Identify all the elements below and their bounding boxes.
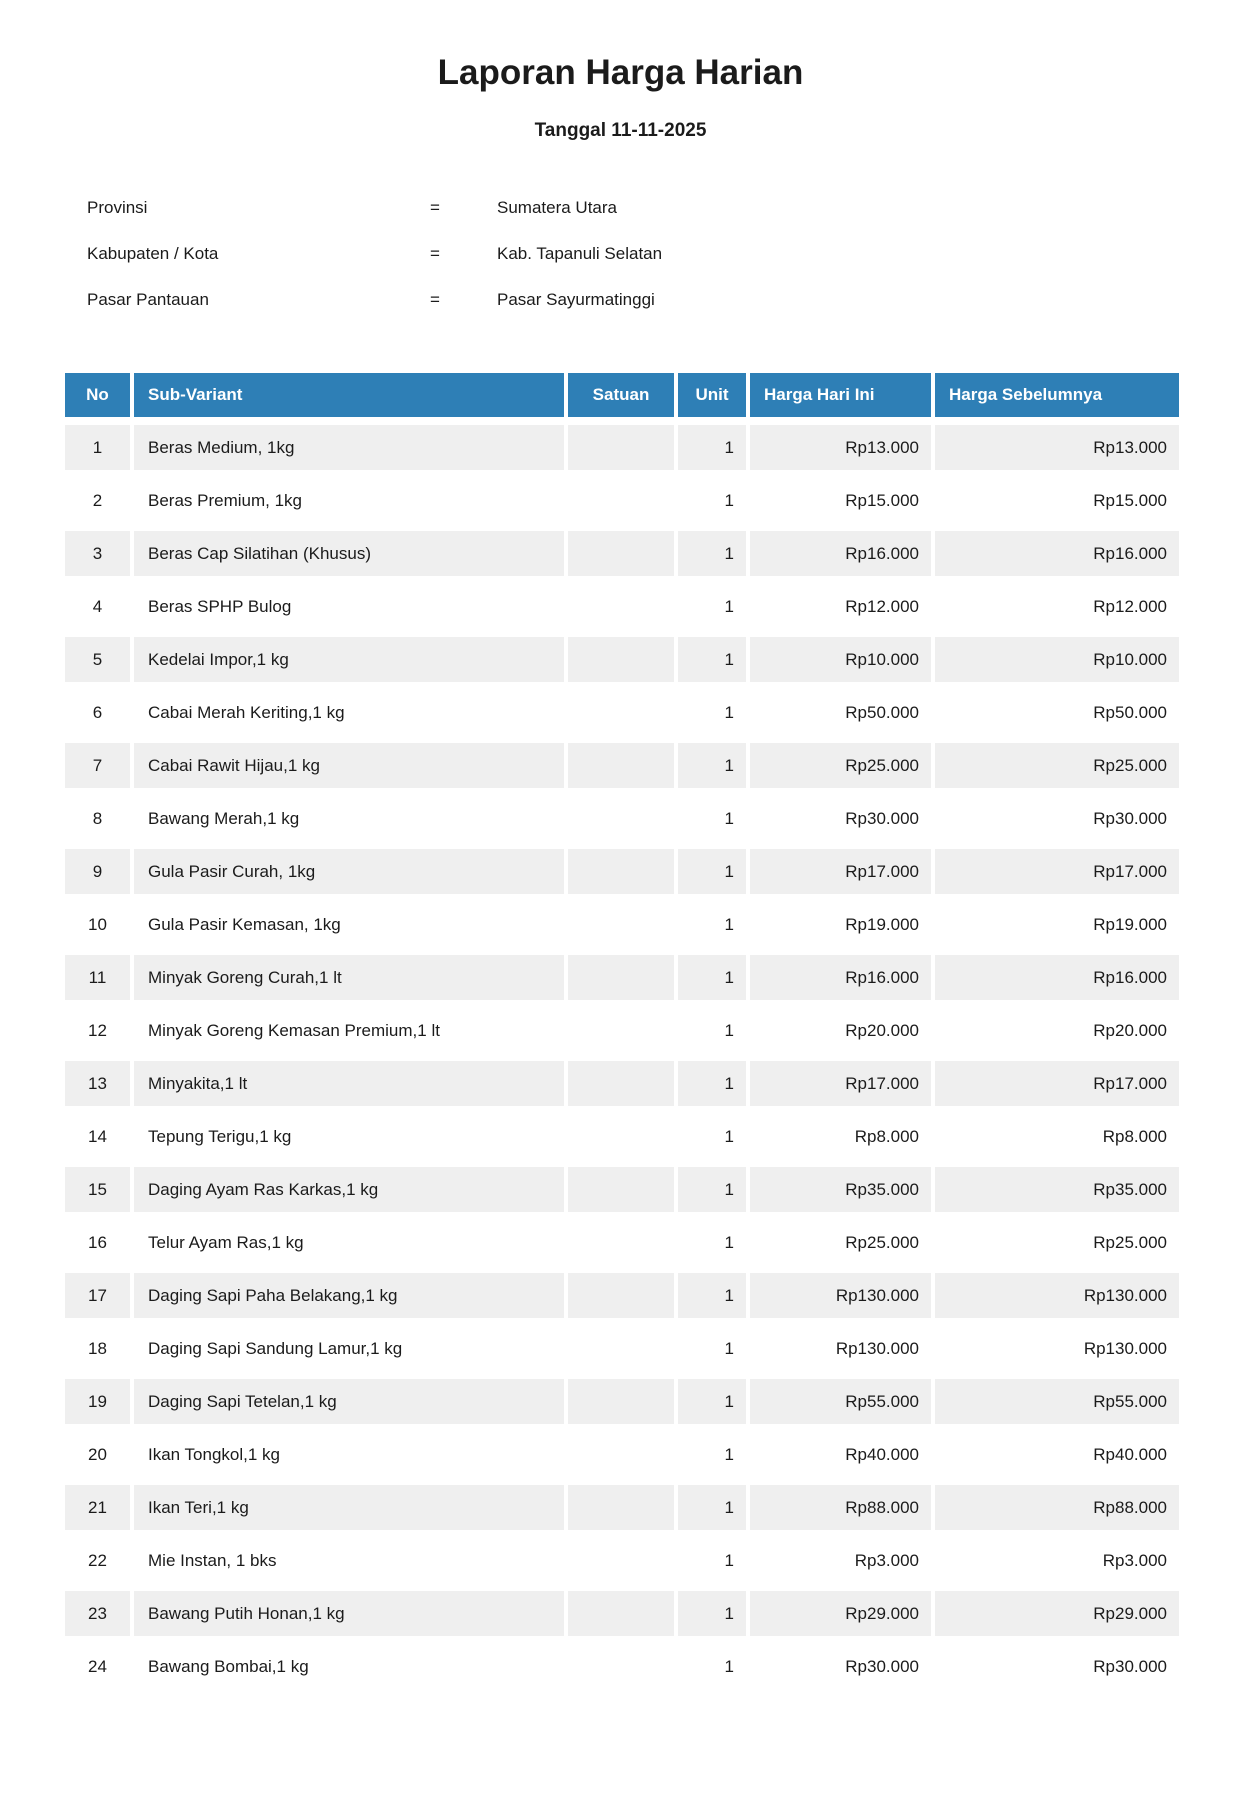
harga-sebelumnya-cell: Rp30.000: [935, 1644, 1179, 1689]
harga-hari-ini-cell: Rp130.000: [750, 1273, 931, 1318]
sub-variant-cell: Beras Medium, 1kg: [134, 425, 564, 470]
harga-sebelumnya-cell: Rp35.000: [935, 1167, 1179, 1212]
sub-variant-cell: Daging Ayam Ras Karkas,1 kg: [134, 1167, 564, 1212]
satuan-cell: [568, 1008, 674, 1053]
meta-row-provinsi: [87, 199, 1241, 216]
unit-cell: 1: [678, 1379, 746, 1424]
unit-cell: 1: [678, 849, 746, 894]
satuan-cell: [568, 531, 674, 576]
harga-hari-ini-cell: Rp10.000: [750, 637, 931, 682]
table-row: [65, 849, 1179, 894]
table-row: [65, 743, 1179, 788]
harga-sebelumnya-cell: Rp55.000: [935, 1379, 1179, 1424]
harga-sebelumnya-cell: Rp88.000: [935, 1485, 1179, 1530]
satuan-cell: [568, 690, 674, 735]
sub-variant-cell: Gula Pasir Kemasan, 1kg: [134, 902, 564, 947]
header-unit: Unit: [678, 373, 746, 417]
harga-sebelumnya-cell: Rp3.000: [935, 1538, 1179, 1583]
provinsi-value: Sumatera Utara: [497, 198, 617, 217]
table-row: [65, 1273, 1179, 1318]
unit-cell: 1: [678, 1114, 746, 1159]
harga-sebelumnya-cell: Rp40.000: [935, 1432, 1179, 1477]
table-row: [65, 1485, 1179, 1530]
unit-cell: 1: [678, 478, 746, 523]
harga-hari-ini-cell: Rp30.000: [750, 1644, 931, 1689]
harga-hari-ini-cell: Rp12.000: [750, 584, 931, 629]
harga-hari-ini-cell: Rp8.000: [750, 1114, 931, 1159]
row-number-cell: 24: [65, 1644, 130, 1689]
harga-hari-ini-cell: Rp25.000: [750, 743, 931, 788]
unit-cell: 1: [678, 1220, 746, 1265]
harga-sebelumnya-cell: Rp12.000: [935, 584, 1179, 629]
row-number-cell: 22: [65, 1538, 130, 1583]
satuan-cell: [568, 902, 674, 947]
sub-variant-cell: Minyak Goreng Kemasan Premium,1 lt: [134, 1008, 564, 1053]
equals-sign: =: [430, 244, 440, 263]
sub-variant-cell: Daging Sapi Paha Belakang,1 kg: [134, 1273, 564, 1318]
row-number-cell: 19: [65, 1379, 130, 1424]
unit-cell: 1: [678, 1432, 746, 1477]
unit-cell: 1: [678, 796, 746, 841]
satuan-cell: [568, 796, 674, 841]
harga-sebelumnya-cell: Rp8.000: [935, 1114, 1179, 1159]
satuan-cell: [568, 1432, 674, 1477]
harga-hari-ini-cell: Rp30.000: [750, 796, 931, 841]
table-row: [65, 796, 1179, 841]
sub-variant-cell: Beras Premium, 1kg: [134, 478, 564, 523]
sub-variant-cell: Minyak Goreng Curah,1 lt: [134, 955, 564, 1000]
harga-sebelumnya-cell: Rp20.000: [935, 1008, 1179, 1053]
satuan-cell: [568, 425, 674, 470]
equals-sign: =: [430, 198, 440, 217]
unit-cell: 1: [678, 902, 746, 947]
table-row: [65, 531, 1179, 576]
equals-sign: =: [430, 290, 440, 309]
harga-sebelumnya-cell: Rp17.000: [935, 849, 1179, 894]
row-number-cell: 14: [65, 1114, 130, 1159]
harga-hari-ini-cell: Rp16.000: [750, 531, 931, 576]
table-row: [65, 425, 1179, 470]
harga-hari-ini-cell: Rp50.000: [750, 690, 931, 735]
header-no: No: [65, 373, 130, 417]
header-harga-sebelumnya: Harga Sebelumnya: [935, 373, 1179, 417]
harga-sebelumnya-cell: Rp130.000: [935, 1326, 1179, 1371]
sub-variant-cell: Bawang Bombai,1 kg: [134, 1644, 564, 1689]
harga-hari-ini-cell: Rp55.000: [750, 1379, 931, 1424]
sub-variant-cell: Kedelai Impor,1 kg: [134, 637, 564, 682]
harga-sebelumnya-cell: Rp25.000: [935, 1220, 1179, 1265]
table-row: [65, 1538, 1179, 1583]
sub-variant-cell: Cabai Merah Keriting,1 kg: [134, 690, 564, 735]
unit-cell: 1: [678, 1644, 746, 1689]
sub-variant-cell: Ikan Teri,1 kg: [134, 1485, 564, 1530]
harga-sebelumnya-cell: Rp19.000: [935, 902, 1179, 947]
header-sub-variant: Sub-Variant: [134, 373, 564, 417]
header-harga-hari-ini: Harga Hari Ini: [750, 373, 931, 417]
price-table: [61, 365, 1183, 1697]
row-number-cell: 3: [65, 531, 130, 576]
harga-sebelumnya-cell: Rp30.000: [935, 796, 1179, 841]
unit-cell: 1: [678, 1061, 746, 1106]
harga-hari-ini-cell: Rp19.000: [750, 902, 931, 947]
row-number-cell: 17: [65, 1273, 130, 1318]
harga-sebelumnya-cell: Rp25.000: [935, 743, 1179, 788]
row-number-cell: 20: [65, 1432, 130, 1477]
price-table-header: [65, 373, 1179, 417]
table-row: [65, 1644, 1179, 1689]
row-number-cell: 12: [65, 1008, 130, 1053]
unit-cell: 1: [678, 955, 746, 1000]
table-row: [65, 584, 1179, 629]
row-number-cell: 8: [65, 796, 130, 841]
table-row: [65, 1008, 1179, 1053]
satuan-cell: [568, 1273, 674, 1318]
row-number-cell: 6: [65, 690, 130, 735]
harga-hari-ini-cell: Rp3.000: [750, 1538, 931, 1583]
unit-cell: 1: [678, 637, 746, 682]
satuan-cell: [568, 1644, 674, 1689]
unit-cell: 1: [678, 743, 746, 788]
header-satuan: Satuan: [568, 373, 674, 417]
table-row: [65, 1326, 1179, 1371]
harga-hari-ini-cell: Rp17.000: [750, 849, 931, 894]
table-row: [65, 1379, 1179, 1424]
unit-cell: 1: [678, 1273, 746, 1318]
table-row: [65, 1114, 1179, 1159]
row-number-cell: 21: [65, 1485, 130, 1530]
harga-hari-ini-cell: Rp17.000: [750, 1061, 931, 1106]
harga-sebelumnya-cell: Rp50.000: [935, 690, 1179, 735]
harga-sebelumnya-cell: Rp10.000: [935, 637, 1179, 682]
meta-row-kabupaten: [87, 245, 1241, 262]
kabupaten-label: Kabupaten / Kota: [87, 244, 219, 263]
page-title: Laporan Harga Harian: [437, 53, 804, 92]
report-date: Tanggal 11-11-2025: [534, 120, 707, 141]
sub-variant-cell: Beras Cap Silatihan (Khusus): [134, 531, 564, 576]
unit-cell: 1: [678, 690, 746, 735]
harga-sebelumnya-cell: Rp130.000: [935, 1273, 1179, 1318]
harga-sebelumnya-cell: Rp16.000: [935, 531, 1179, 576]
sub-variant-cell: Daging Sapi Sandung Lamur,1 kg: [134, 1326, 564, 1371]
row-number-cell: 16: [65, 1220, 130, 1265]
satuan-cell: [568, 1061, 674, 1106]
harga-sebelumnya-cell: Rp16.000: [935, 955, 1179, 1000]
unit-cell: 1: [678, 584, 746, 629]
satuan-cell: [568, 637, 674, 682]
harga-sebelumnya-cell: Rp17.000: [935, 1061, 1179, 1106]
harga-hari-ini-cell: Rp16.000: [750, 955, 931, 1000]
price-table-body: [65, 425, 1179, 1689]
row-number-cell: 11: [65, 955, 130, 1000]
sub-variant-cell: Ikan Tongkol,1 kg: [134, 1432, 564, 1477]
sub-variant-cell: Tepung Terigu,1 kg: [134, 1114, 564, 1159]
table-row: [65, 478, 1179, 523]
harga-hari-ini-cell: Rp25.000: [750, 1220, 931, 1265]
sub-variant-cell: Daging Sapi Tetelan,1 kg: [134, 1379, 564, 1424]
satuan-cell: [568, 1167, 674, 1212]
header-row: [65, 373, 1179, 417]
table-row: [65, 1061, 1179, 1106]
satuan-cell: [568, 1485, 674, 1530]
kabupaten-value: Kab. Tapanuli Selatan: [497, 244, 663, 263]
row-number-cell: 1: [65, 425, 130, 470]
row-number-cell: 23: [65, 1591, 130, 1636]
sub-variant-cell: Cabai Rawit Hijau,1 kg: [134, 743, 564, 788]
sub-variant-cell: Bawang Putih Honan,1 kg: [134, 1591, 564, 1636]
satuan-cell: [568, 1220, 674, 1265]
table-row: [65, 1220, 1179, 1265]
meta-row-pasar: [87, 291, 1241, 308]
harga-hari-ini-cell: Rp35.000: [750, 1167, 931, 1212]
sub-variant-cell: Minyakita,1 lt: [134, 1061, 564, 1106]
unit-cell: 1: [678, 1167, 746, 1212]
pasar-value: Pasar Sayurmatinggi: [497, 290, 655, 309]
sub-variant-cell: Gula Pasir Curah, 1kg: [134, 849, 564, 894]
row-number-cell: 5: [65, 637, 130, 682]
report-meta: [87, 199, 1241, 308]
row-number-cell: 7: [65, 743, 130, 788]
table-row: [65, 690, 1179, 735]
unit-cell: 1: [678, 1485, 746, 1530]
harga-hari-ini-cell: Rp20.000: [750, 1008, 931, 1053]
sub-variant-cell: Bawang Merah,1 kg: [134, 796, 564, 841]
satuan-cell: [568, 743, 674, 788]
harga-hari-ini-cell: Rp40.000: [750, 1432, 931, 1477]
table-row: [65, 955, 1179, 1000]
unit-cell: 1: [678, 1008, 746, 1053]
satuan-cell: [568, 478, 674, 523]
harga-sebelumnya-cell: Rp15.000: [935, 478, 1179, 523]
row-number-cell: 4: [65, 584, 130, 629]
harga-hari-ini-cell: Rp15.000: [750, 478, 931, 523]
unit-cell: 1: [678, 1538, 746, 1583]
row-number-cell: 18: [65, 1326, 130, 1371]
table-row: [65, 1591, 1179, 1636]
harga-hari-ini-cell: Rp13.000: [750, 425, 931, 470]
satuan-cell: [568, 1591, 674, 1636]
satuan-cell: [568, 1326, 674, 1371]
harga-sebelumnya-cell: Rp13.000: [935, 425, 1179, 470]
unit-cell: 1: [678, 531, 746, 576]
table-row: [65, 1432, 1179, 1477]
satuan-cell: [568, 1379, 674, 1424]
satuan-cell: [568, 849, 674, 894]
harga-hari-ini-cell: Rp88.000: [750, 1485, 931, 1530]
unit-cell: 1: [678, 1326, 746, 1371]
unit-cell: 1: [678, 425, 746, 470]
row-number-cell: 10: [65, 902, 130, 947]
row-number-cell: 13: [65, 1061, 130, 1106]
satuan-cell: [568, 584, 674, 629]
unit-cell: 1: [678, 1591, 746, 1636]
harga-hari-ini-cell: Rp29.000: [750, 1591, 931, 1636]
pasar-label: Pasar Pantauan: [87, 290, 209, 309]
table-row: [65, 1167, 1179, 1212]
satuan-cell: [568, 1114, 674, 1159]
satuan-cell: [568, 955, 674, 1000]
sub-variant-cell: Mie Instan, 1 bks: [134, 1538, 564, 1583]
row-number-cell: 2: [65, 478, 130, 523]
table-row: [65, 637, 1179, 682]
sub-variant-cell: Telur Ayam Ras,1 kg: [134, 1220, 564, 1265]
harga-sebelumnya-cell: Rp29.000: [935, 1591, 1179, 1636]
row-number-cell: 9: [65, 849, 130, 894]
provinsi-label: Provinsi: [87, 198, 148, 217]
table-row: [65, 902, 1179, 947]
row-number-cell: 15: [65, 1167, 130, 1212]
harga-hari-ini-cell: Rp130.000: [750, 1326, 931, 1371]
sub-variant-cell: Beras SPHP Bulog: [134, 584, 564, 629]
satuan-cell: [568, 1538, 674, 1583]
